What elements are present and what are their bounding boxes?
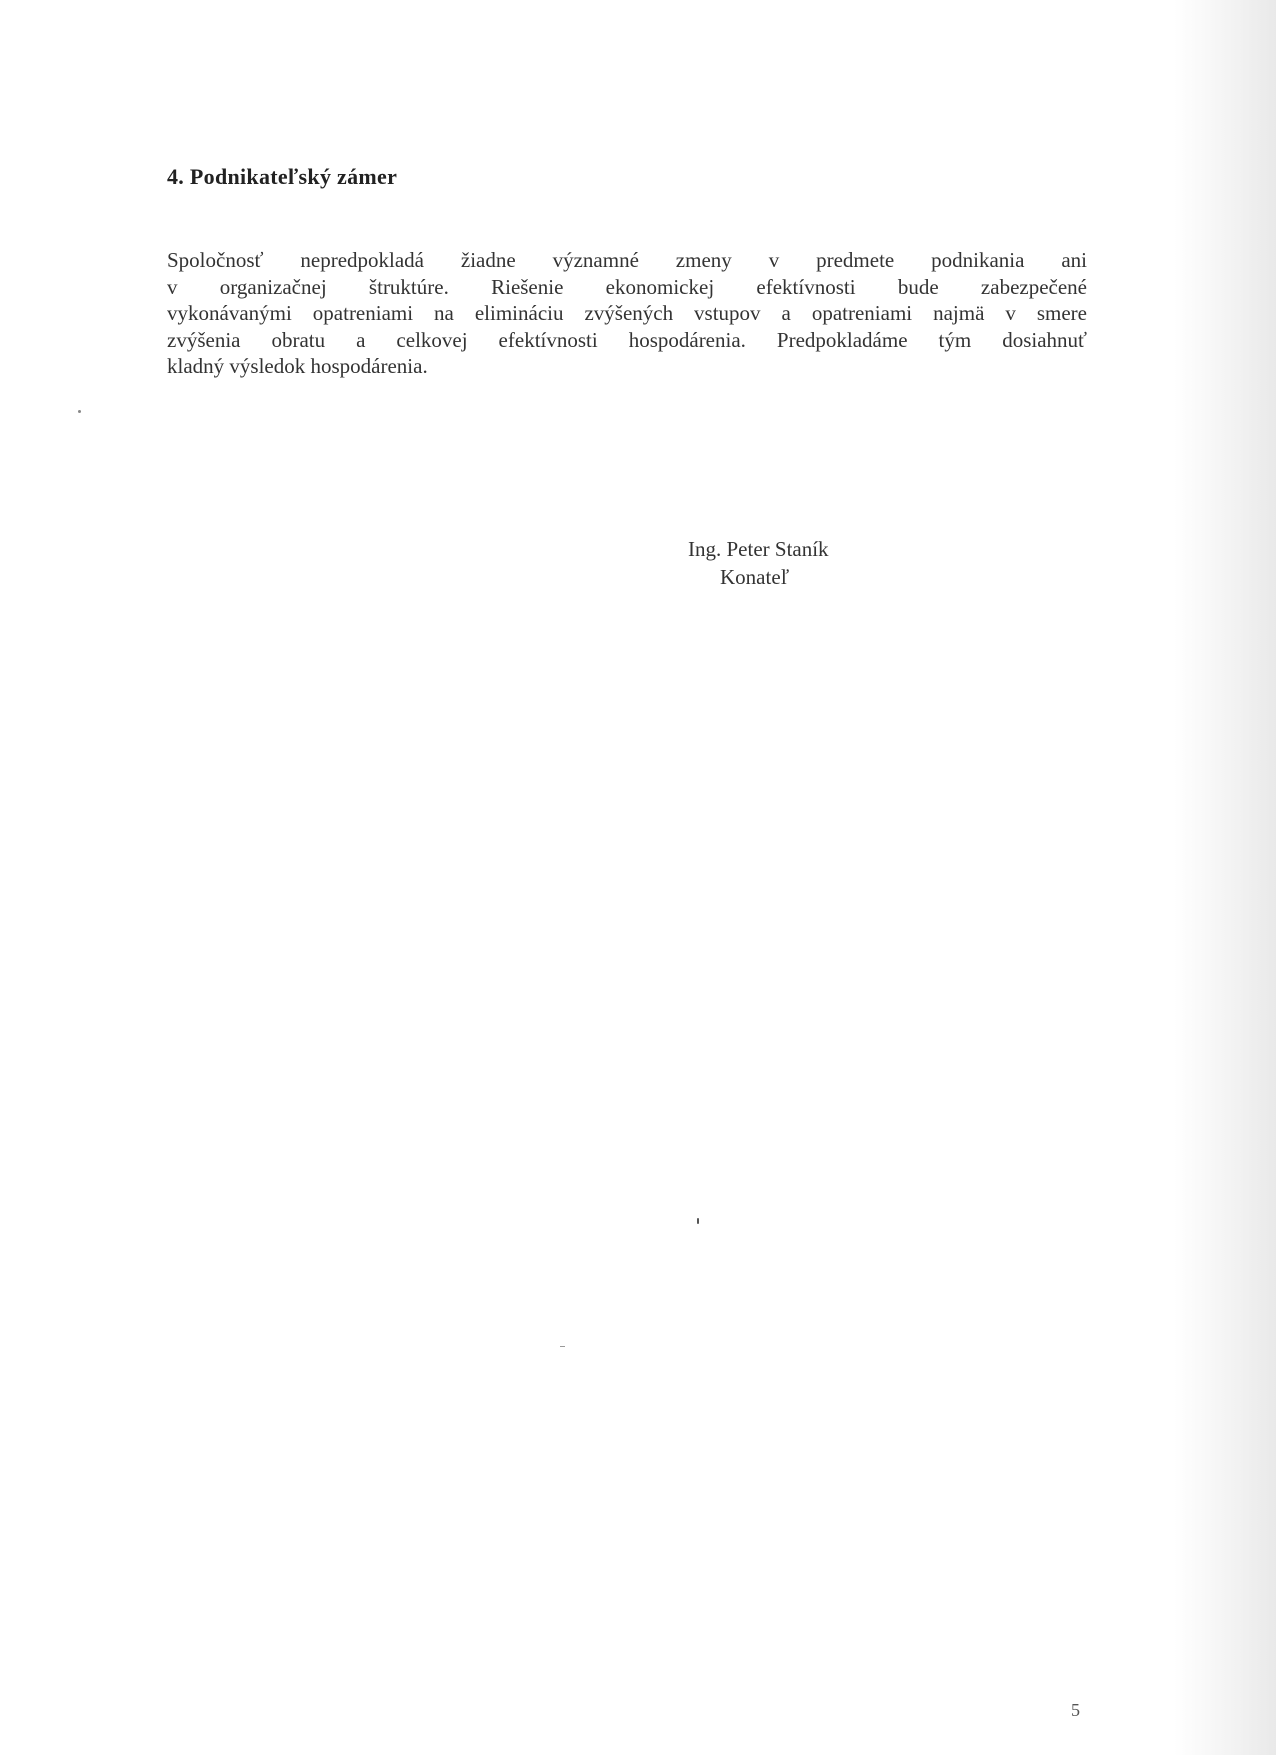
paragraph-line: Spoločnosť nepredpokladá žiadne významné zmeny v predmete podnikania ani xyxy=(167,248,1087,272)
paragraph-line: kladný výsledok hospodárenia. xyxy=(167,354,428,378)
scan-speck xyxy=(78,410,81,413)
scan-speck xyxy=(697,1218,699,1224)
section-heading: 4. Podnikateľský zámer xyxy=(167,164,398,189)
body-paragraph xyxy=(167,247,1087,380)
page-number: 5 xyxy=(1071,1700,1080,1720)
paragraph-line: v organizačnej štruktúre. Riešenie ekonomickej efektívnosti bude zabezpečené xyxy=(167,274,1087,299)
paragraph-line: vykonávanými opatreniami na elimináciu zvýšených vstupov a opatreniami najmä v smere xyxy=(167,301,1087,325)
paragraph-line: zvýšenia obratu a celkovej efektívnosti hospodárenia. Predpokladáme tým dosiahnuť xyxy=(167,327,1087,352)
signature-block xyxy=(688,535,829,591)
signatory-name: Ing. Peter Staník xyxy=(688,537,829,561)
signatory-role: Konateľ xyxy=(720,565,790,589)
scan-speck xyxy=(560,1346,565,1347)
